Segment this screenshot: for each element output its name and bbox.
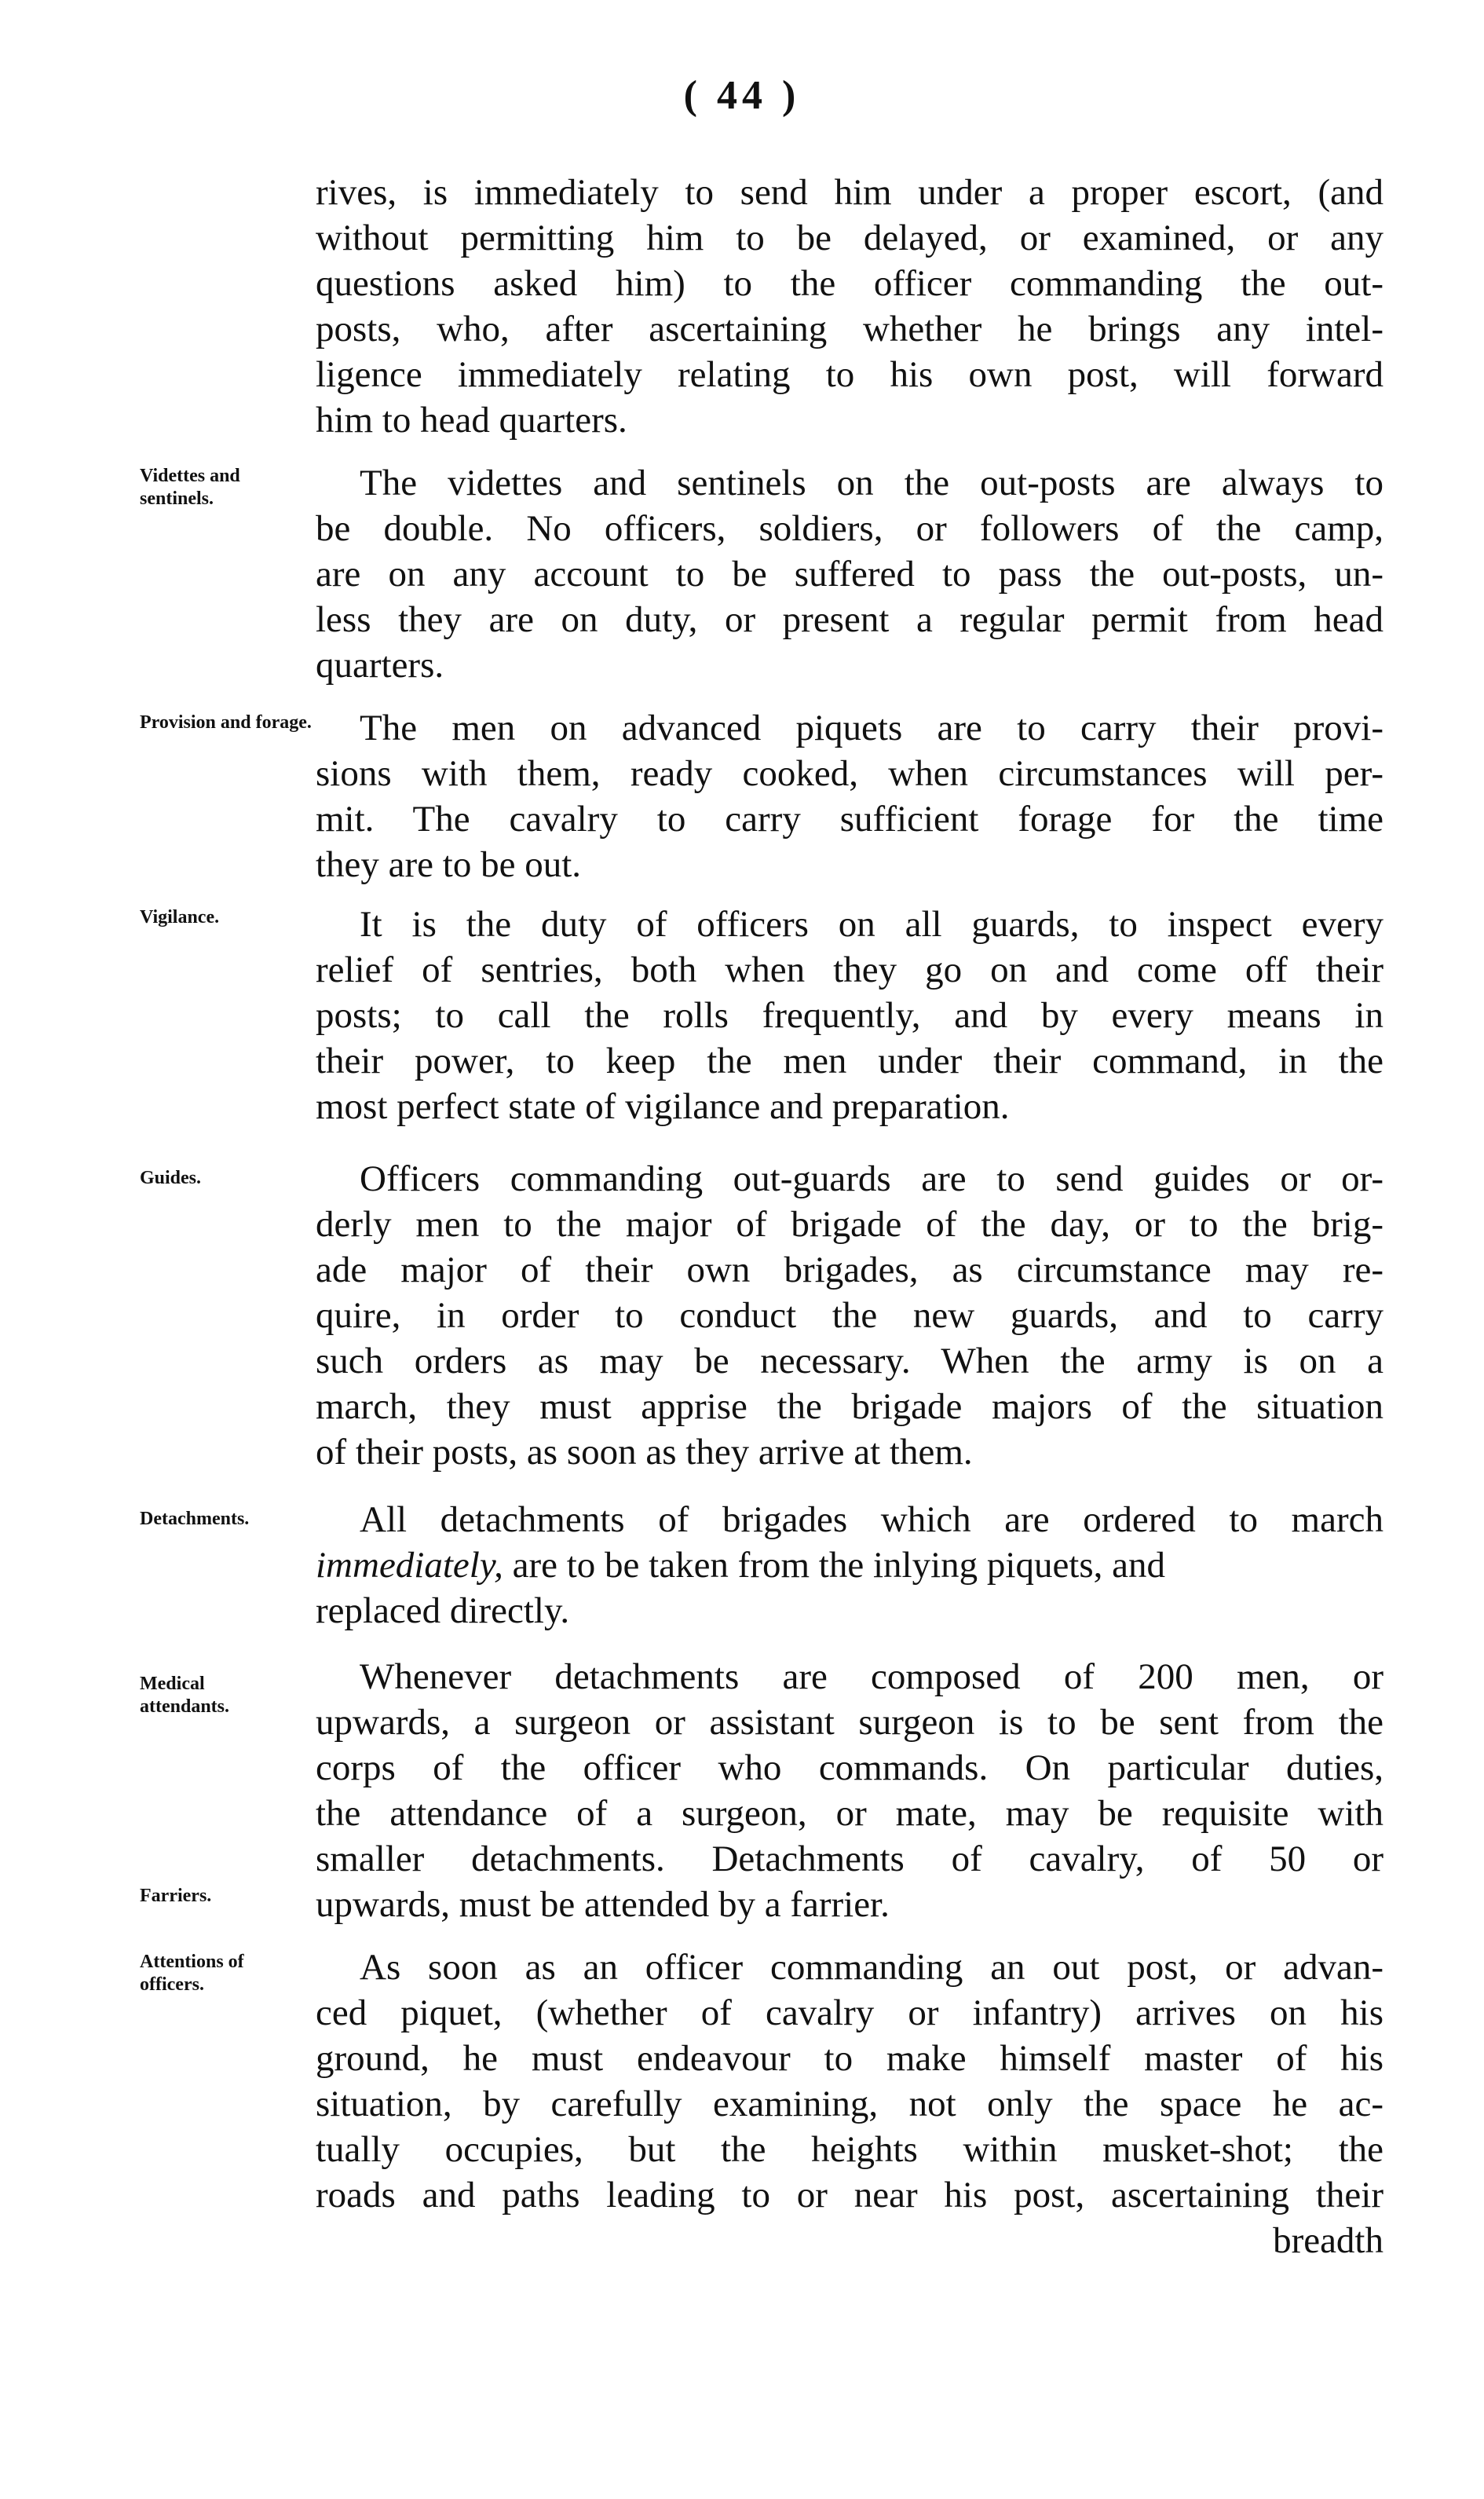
margin-note-vigilance: Vigilance.	[140, 907, 220, 928]
text-line: are on any account to be suffered to pass the out-posts, un-	[316, 554, 1383, 595]
text-line: of their posts, as soon as they arrive at them.	[316, 1432, 973, 1473]
text-line: mit. The cavalry to carry sufficient forage for the time	[316, 799, 1383, 840]
italic-word: immediately,	[316, 1545, 503, 1586]
text-line: corps of the officer who commands. On particular duties,	[316, 1747, 1383, 1788]
text-line: be double. No officers, soldiers, or followers of the camp,	[316, 508, 1383, 549]
text-line: quire, in order to conduct the new guards, and to carry	[316, 1295, 1383, 1336]
text-line: roads and paths leading to or near his post, ascertaining their	[316, 2175, 1383, 2215]
text-line: ligence immediately relating to his own post, will forward	[316, 354, 1383, 395]
text-line: him to head quarters.	[316, 400, 627, 441]
text-line	[316, 1542, 1383, 1588]
catchword: breadth	[1273, 2220, 1383, 2261]
text-line: their power, to keep the men under their command, in the	[316, 1041, 1383, 1081]
text-line: replaced directly.	[316, 1590, 570, 1631]
text-line: march, they must apprise the brigade majors of the situation	[316, 1386, 1383, 1427]
text-line: derly men to the major of brigade of the day, or to the brig-	[316, 1204, 1383, 1245]
text-line: without permitting him to be delayed, or examined, or any	[316, 218, 1383, 258]
text-line: Whenever detachments are composed of 200 men, or	[360, 1656, 1383, 1697]
text-line: such orders as may be necessary. When the army is on a	[316, 1341, 1383, 1381]
text-line: The videttes and sentinels on the out-posts are always to	[360, 463, 1383, 503]
text-line: relief of sentries, both when they go on and come off their	[316, 949, 1383, 990]
text-line: smaller detachments. Detachments of cavalry, of 50 or	[316, 1839, 1383, 1879]
text-line: sions with them, ready cooked, when circumstances will per-	[316, 753, 1383, 794]
margin-note-videttes: Videttes and sentinels.	[140, 466, 240, 509]
text-line: they are to be out.	[316, 844, 582, 885]
margin-note-provision: Provision and forage.	[140, 712, 312, 733]
text-line: less they are on duty, or present a regular permit from head	[316, 599, 1383, 640]
text-line: the attendance of a surgeon, or mate, may be requisite with	[316, 1793, 1383, 1834]
text-line: ade major of their own brigades, as circumstance may re-	[316, 1250, 1383, 1290]
text-line: ced piquet, (whether of cavalry or infantry) arrives on his	[316, 1992, 1383, 2033]
text-line: questions asked him) to the officer commanding the out-	[316, 263, 1383, 304]
text-line: situation, by carefully examining, not only the space he ac-	[316, 2084, 1383, 2124]
page-number: ( 44 )	[683, 73, 801, 118]
text-line: posts, who, after ascertaining whether he brings any intel-	[316, 309, 1383, 349]
margin-note-medical: Medical attendants.	[140, 1674, 230, 1717]
text-line: It is the duty of officers on all guards, to inspect every	[360, 904, 1383, 945]
text-line: quarters.	[316, 645, 444, 686]
margin-note-detachments: Detachments.	[140, 1509, 250, 1529]
text-line: The men on advanced piquets are to carry their provi-	[360, 708, 1383, 748]
margin-note-attentions: Attentions of officers.	[140, 1952, 244, 1995]
text-line: posts; to call the rolls frequently, and by every means in	[316, 995, 1383, 1036]
text-line: upwards, must be attended by a farrier.	[316, 1884, 890, 1925]
margin-note-farriers: Farriers.	[140, 1886, 212, 1906]
margin-note-guides: Guides.	[140, 1168, 202, 1188]
text-line: As soon as an officer commanding an out post, or advan-	[360, 1947, 1383, 1988]
text-line: rives, is immediately to send him under a proper escort, (and	[316, 172, 1383, 213]
text-line: Officers commanding out-guards are to send guides or or-	[360, 1158, 1383, 1199]
text-line: ground, he must endeavour to make himself master of his	[316, 2038, 1383, 2079]
text-line: All detachments of brigades which are ordered to march	[360, 1499, 1383, 1540]
text-line: most perfect state of vigilance and preparation.	[316, 1086, 1010, 1127]
text-span: are to be taken from the inlying piquets, and	[503, 1545, 1166, 1586]
text-line: tually occupies, but the heights within musket-shot; the	[316, 2129, 1383, 2170]
text-line: upwards, a surgeon or assistant surgeon is to be sent from the	[316, 1702, 1383, 1743]
